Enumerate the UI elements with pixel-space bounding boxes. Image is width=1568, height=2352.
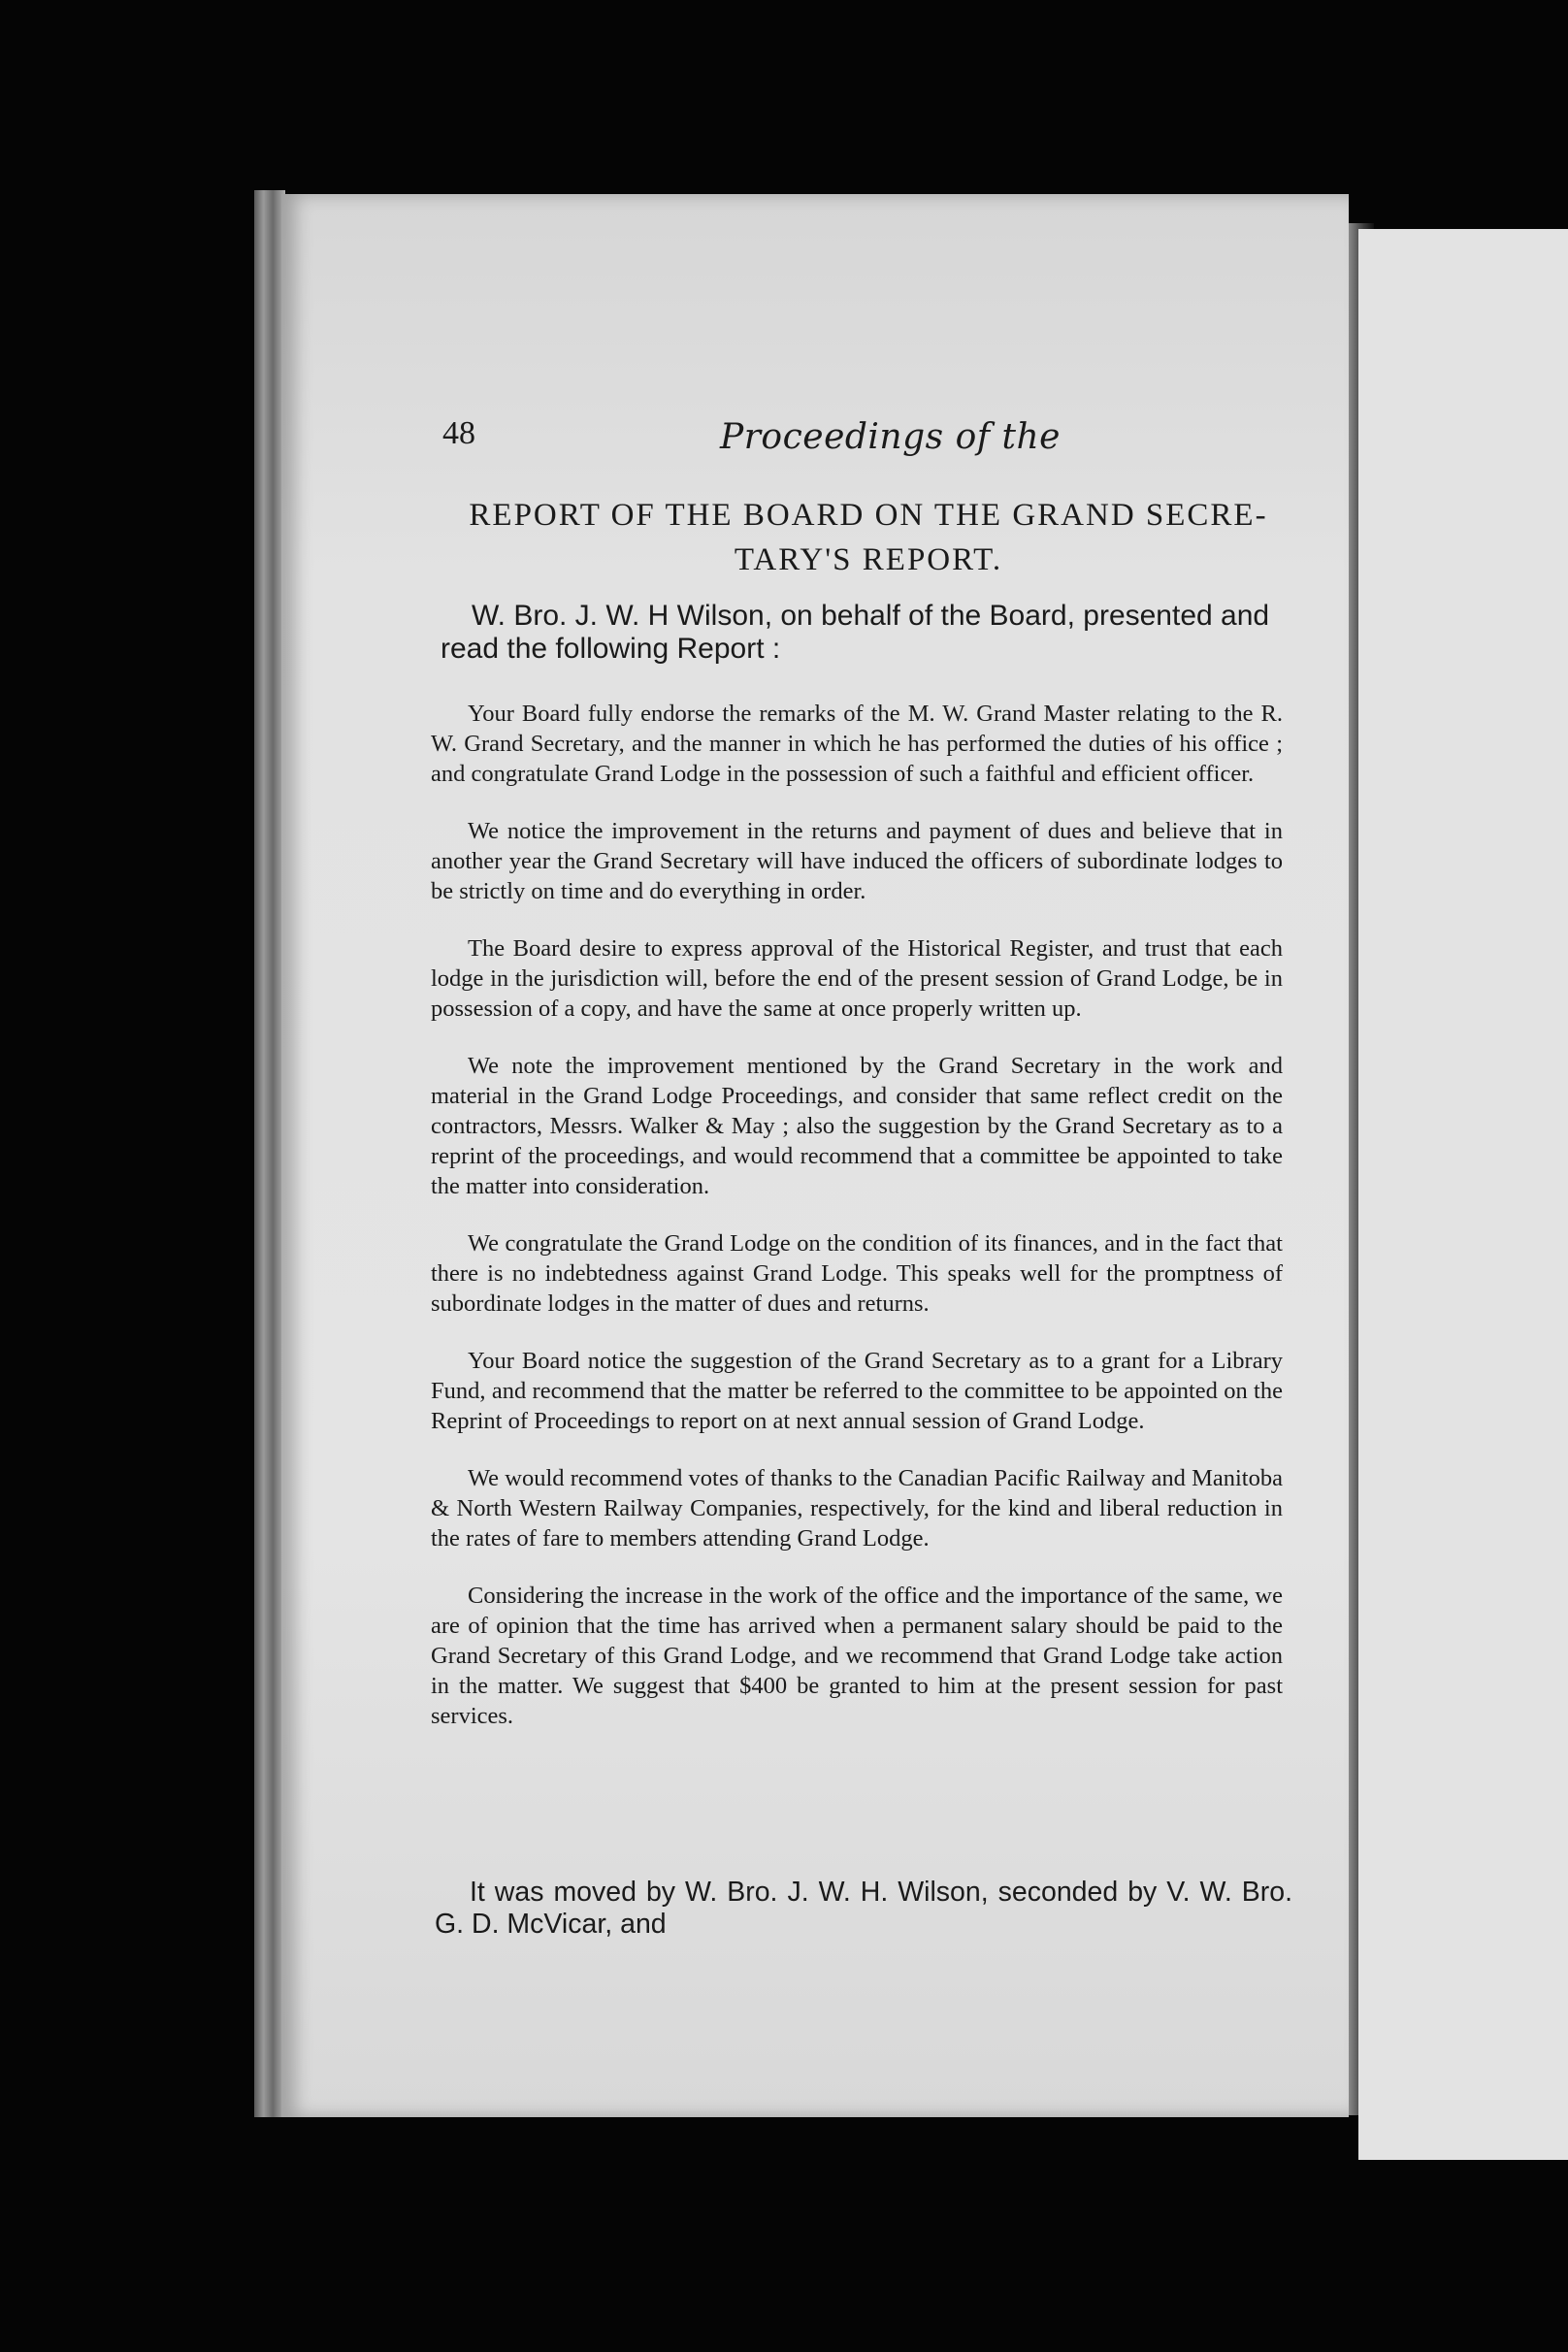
report-paragraph: Your Board notice the suggestion of the Grand Secretary as to a grant for a Library Fund, and recommend that the matter be referred to the committee to be appointed on the Reprint of Proceedings to report on at next annual session of Grand Lodge. [431,1348,1283,1434]
page-number: 48 [442,415,475,451]
right-page [1358,229,1568,2160]
report-paragraph: We would recommend votes of thanks to the Canadian Pacific Railway and Manitoba & North Western Railway Companies, respectively, for the kind and liberal reduction in the rates of fare to members attending Grand Lodge. [431,1465,1283,1552]
report-paragraph: We congratulate the Grand Lodge on the condition of its finances, and in the fact that there is no indebtedness against Grand Lodge. This speaks well for the promptness of subordinate lodges in the matter of dues and returns. [431,1230,1283,1317]
report-body [431,699,1283,1758]
report-paragraph: Considering the increase in the work of the office and the importance of the same, we are of opinion that the time has arrived when a permanent salary should be paid to the Grand Secretary of this Grand Lodge, and we recommend that Grand Lodge take action in the matter. We suggest that $400 be granted to him at the present session for past services. [431,1583,1283,1729]
intro-paragraph: W. Bro. J. W. H Wilson, on behalf of the Board, presented and read the following Report : [441,600,1270,665]
report-title: REPORT OF THE BOARD ON THE GRAND SECRE-TARY'S REPORT. [469,498,1268,577]
report-paragraph: Your Board fully endorse the remarks of the M. W. Grand Master relating to the R. W. Grand Secretary, and the manner in which he has performed the duties of his office ; and congratulate Grand Lodge in the possession of such a faithful and efficient officer. [431,701,1283,787]
report-paragraph: We notice the improvement in the returns and payment of dues and believe that in another year the Grand Secretary will have induced the officers of subordinate lodges to be strictly on time and do everything in order. [431,818,1283,904]
report-paragraph: The Board desire to express approval of the Historical Register, and trust that each lodge in the jurisdiction will, before the end of the present session of Grand Lodge, be in possession of a copy, and have the same at once properly written up. [431,935,1283,1022]
running-head: Proceedings of the [720,417,1061,457]
report-paragraph: We note the improvement mentioned by the Grand Secretary in the work and material in the Grand Lodge Proceedings, and consider that same reflect credit on the contractors, Messrs. Walker & May ; also the suggestion by the Grand Secretary as to a reprint of the proceedings, and would recommend that a committee be appointed to take the matter into consideration. [431,1053,1283,1199]
motion-paragraph: It was moved by W. Bro. J. W. H. Wilson, seconded by V. W. Bro. G. D. McVicar, and [435,1877,1292,1940]
page-header [442,415,1296,474]
